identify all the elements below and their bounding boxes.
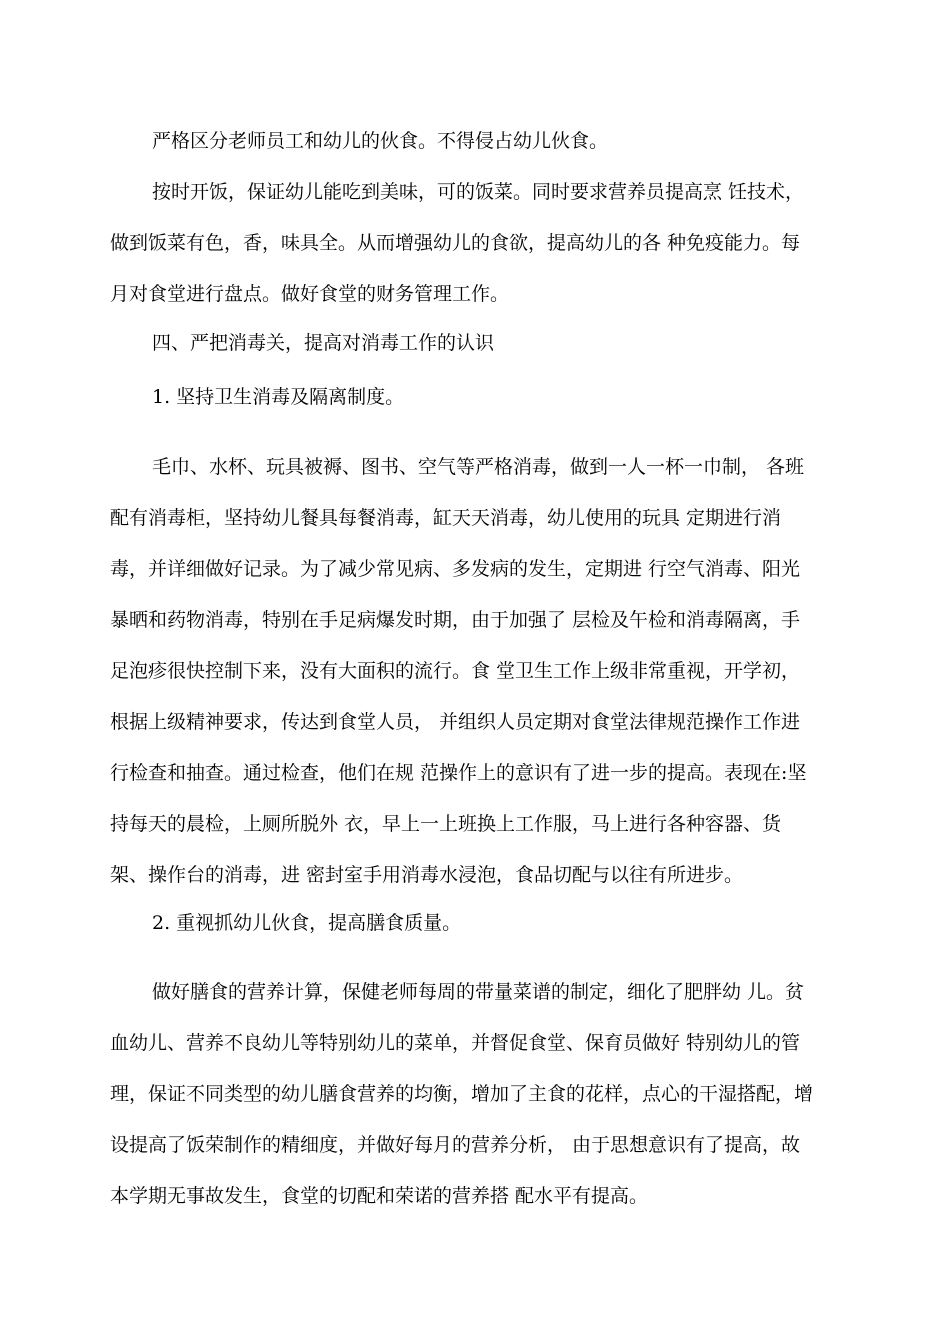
paragraph-menu-separation (152, 116, 608, 167)
text-line: 月对食堂进行盘点。做好食堂的财务管理工作。 (110, 283, 510, 305)
text-line: 持每天的晨检，上厕所脱外 衣，早上一上班换上工作服，马上进行各种容器、货 (110, 813, 782, 835)
subheading-hygiene-isolation (152, 372, 404, 423)
paragraph-disinfection-details (110, 442, 806, 901)
text-line: 血幼儿、营养不良幼儿等特别幼儿的菜单，并督促食堂、保育员做好 特别幼儿的管 (110, 1032, 801, 1054)
subheading-meal-quality (152, 898, 461, 949)
text-line: 按时开饭，保证幼儿能吃到美味，可的饭菜。同时要求营养员提高烹 饪技术， (152, 181, 805, 203)
text-line: 毒，并详细做好记录。为了减少常见病、多发病的发生，定期进 行空气消毒、阳光 (110, 558, 801, 580)
text-line: 本学期无事故发生，食堂的切配和荣诺的营养搭 配水平有提高。 (110, 1185, 649, 1207)
text-line: 做到饭菜有色，香，味具全。从而增强幼儿的食欲，提高幼儿的各 种免疫能力。每 (110, 232, 801, 254)
text-line: 1. 坚持卫生消毒及隔离制度。 (152, 386, 405, 408)
text-line: 足泡疹很快控制下来，没有大面积的流行。食 堂卫生工作上级非常重视，开学初， (110, 660, 801, 682)
section-heading-disinfection (152, 318, 494, 369)
text-line: 根据上级精神要求，传达到食堂人员， 并组织人员定期对食堂法律规范操作工作进 (110, 711, 801, 733)
text-line: 四、严把消毒关，提高对消毒工作的认识 (152, 332, 495, 354)
text-line: 行检查和抽查。通过检查，他们在规 范操作上的意识有了进一步的提高。表现在:坚 (110, 762, 807, 784)
paragraph-mealtime (110, 167, 804, 320)
text-line: 毛巾、水杯、玩具被褥、图书、空气等严格消毒，做到一人一杯一巾制， 各班 (152, 456, 805, 478)
text-line: 暴晒和药物消毒，特别在手足病爆发时期，由于加强了 层检及午检和消毒隔离，手 (110, 609, 801, 631)
text-line: 严格区分老师员工和幼儿的伙食。不得侵占幼儿伙食。 (152, 130, 609, 152)
text-line: 设提高了饭荣制作的精细度，并做好每月的营养分析， 由于思想意识有了提高，故 (110, 1134, 801, 1156)
text-line: 2. 重视抓幼儿伙食，提高膳食质量。 (152, 912, 462, 934)
text-line: 做好膳食的营养计算，保健老师每周的带量菜谱的制定，细化了肥胖幼 儿。贫 (152, 981, 805, 1003)
text-line: 理，保证不同类型的幼儿膳食营养的均衡，增加了主食的花样，点心的干湿搭配，增 (110, 1083, 814, 1105)
text-line: 架、操作台的消毒，进 密封室手用消毒水浸泡，食品切配与以往有所进步。 (110, 864, 744, 886)
text-line: 配有消毒柜，坚持幼儿餐具每餐消毒，缸天天消毒，幼儿使用的玩具 定期进行消 (110, 507, 782, 529)
paragraph-nutrition (110, 967, 813, 1222)
